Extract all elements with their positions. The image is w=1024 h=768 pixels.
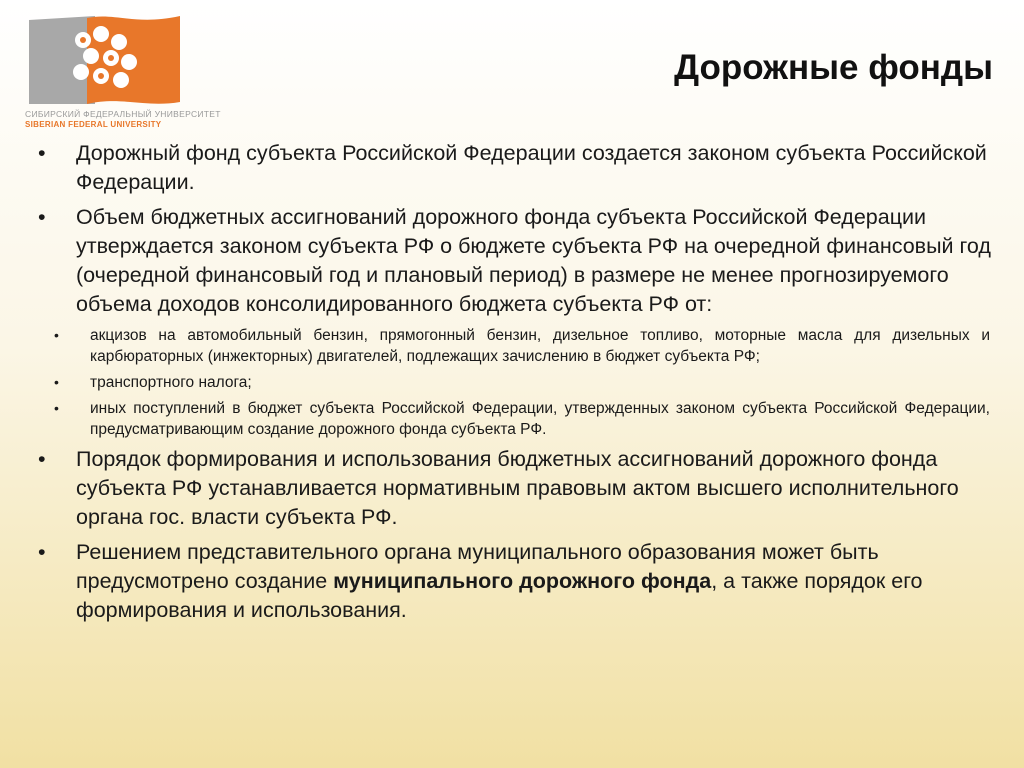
university-logo bbox=[25, 12, 221, 132]
logo-graphic bbox=[25, 12, 185, 108]
sub-bullet-text: транспортного налога; bbox=[90, 374, 252, 391]
bullet-item bbox=[36, 203, 996, 319]
bullet-text-bold: муниципального дорожного фонда bbox=[333, 569, 712, 593]
sub-bullet-item bbox=[36, 372, 990, 393]
logo-text-ru: СИБИРСКИЙ ФЕДЕРАЛЬНЫЙ УНИВЕРСИТЕТ bbox=[25, 109, 221, 119]
sub-bullet-text: иных поступлений в бюджет субъекта Российской Федерации, утвержденных законом субъекта Российской Федерации, предусматривающим создание дорожного фонда субъекта РФ. bbox=[90, 400, 990, 438]
slide-content bbox=[36, 139, 996, 631]
sub-bullet-dot: • bbox=[54, 374, 59, 390]
bullet-text: Объем бюджетных ассигнований дорожного фонда субъекта Российской Федерации утверждается законом субъекта РФ о бюджете субъекта РФ на очередной финансовый год (очередной финансовый год и плановый период) в размере не менее прогнозируемого объема доходов консолидированного бюджета субъекта РФ от: bbox=[76, 205, 991, 316]
bullet-dot: • bbox=[38, 205, 46, 229]
bullet-item bbox=[36, 139, 996, 197]
sub-bullet-dot: • bbox=[54, 400, 59, 416]
bullet-dot: • bbox=[38, 540, 46, 564]
bullet-dot: • bbox=[38, 141, 46, 165]
bullet-text-end: , а также порядок его формирования и использования. bbox=[76, 569, 923, 622]
bullet-text-start: Решением представительного органа муниципального образования может быть предусмотрено создание bbox=[76, 540, 879, 593]
bullet-text: Порядок формирования и использования бюджетных ассигнований дорожного фонда субъекта РФ устанавливается нормативным правовым актом высшего исполнительного органа гос. власти субъекта РФ. bbox=[76, 447, 959, 529]
bullet-item bbox=[36, 538, 996, 625]
bullet-text: Дорожный фонд субъекта Российской Федерации создается законом субъекта Российской Федерации. bbox=[76, 141, 987, 194]
bullet-dot: • bbox=[38, 447, 46, 471]
sub-bullet-item bbox=[36, 325, 990, 367]
sub-bullet-text: акцизов на автомобильный бензин, прямогонный бензин, дизельное топливо, моторные масла для дизельных и карбюраторных (инжекторных) двигателей, подлежащих зачислению в бюджет субъекта РФ; bbox=[90, 327, 990, 365]
bullet-item bbox=[36, 445, 996, 532]
sub-bullet-item bbox=[36, 398, 990, 440]
slide-title: Дорожные фонды bbox=[674, 48, 993, 87]
logo-text-en: SIBERIAN FEDERAL UNIVERSITY bbox=[25, 120, 162, 129]
sub-bullet-dot: • bbox=[54, 327, 59, 343]
